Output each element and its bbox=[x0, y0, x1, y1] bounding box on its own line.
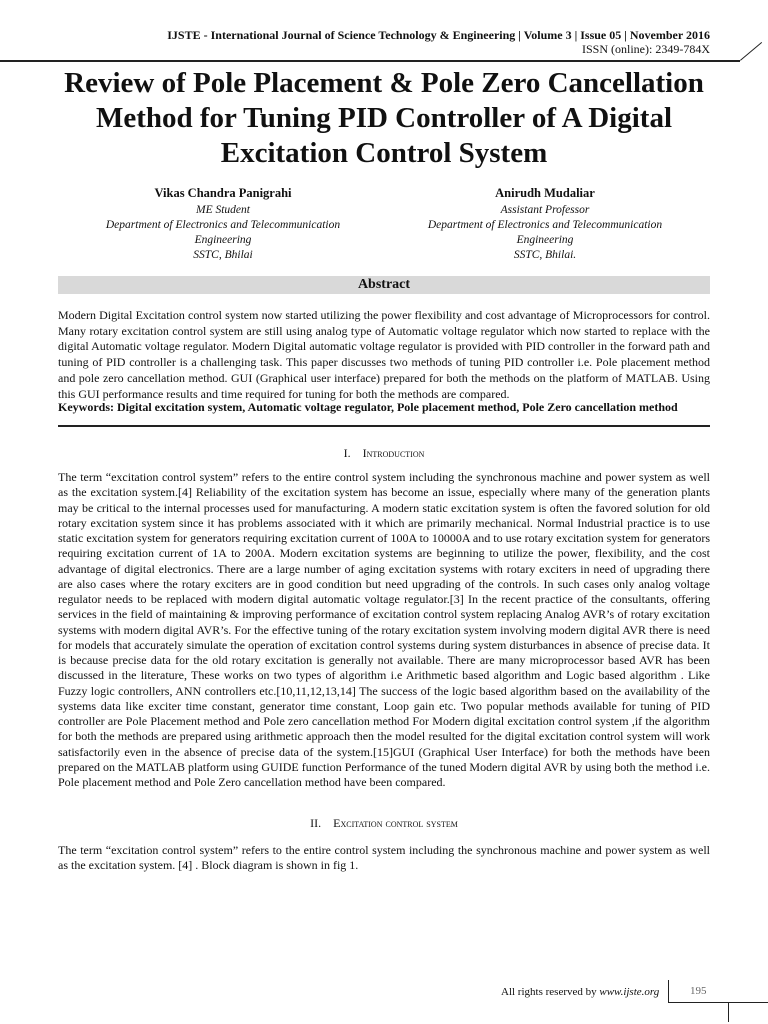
section-body-1: The term “excitation control system” refers to the entire control system including the synchronous machine and power system as well as the excitation system.[4] Reliability of the excitation system has become an issue, especially where many of the generation plants may be critical to the internal processes used for manufacturing. A modern static excitation system is often the favored solution for old rotary excitation system since it has problems associated with it which are primarily mechanical. Normal Industrial practice is to use static excitation system for generators requiring excitation current of 100A to 10000A and to use rotary excitation system for generators requiring excitation current of 1A to 200A. Modern excitation systems are beginning to utilize the power, flexibility, and the cost advantage of digital electronics. There are a large number of aging excitation systems with rotary exciters in need of upgrading there are also cases where the rotary exciters are in good condition but need upgrading of the controls. In such cases only analog voltage regulator needs to be replaced with modern digital automatic voltage regulator.[3] In the recent practice of the consultants, offering services in the field of maintaining & improving performance of excitation control system replacing Analog AVR’s of rotary excitation systems with modern digital AVR’s. For the effective tuning of the rotary excitation system involving modern digital AVR there is need for models that accurately simulate the operation of excitation control systems during system disturbances in absence of precise data. It is because precise data for the old rotary excitation is generally not available. There are many microprocessor based AVR has been discussed in the literature, These works on two types of algorithm i.e Arithmetic based algorithm and Logic based algorithm . Like Fuzzy logic controllers, ANN controllers etc.[10,11,12,13,14] The success of the logic based algorithm based on the availability of the systems data like exciter time constant, generator time constant, Loop gain etc. Two popular methods available for tuning of PID controller are Pole Placement method and Pole zero cancellation method For Modern digital excitation control system ,if the algorithm for both the methods are prepared using arithmetic approach then the model resulted for the digital excitation control system will work satisfactorily even in the absence of precise data of the system.[15]GUI (Graphical User Interface) for both the methods have been prepared on the MATLAB platform using GUIDE function Performance of the tuned Modern digital AVR by using both the method i.e. Pole placement method and Pole Zero cancellation method have been compared. bbox=[58, 470, 710, 789]
author-dept: Department of Electronics and Telecommunication bbox=[427, 219, 663, 231]
footer-rule-tail bbox=[728, 1002, 729, 1022]
author-name: Anirudh Mudaliar bbox=[495, 186, 595, 200]
abstract-rule bbox=[58, 425, 710, 427]
author-dept-cont: Engineering bbox=[516, 234, 574, 246]
section-title: Introduction bbox=[362, 446, 425, 460]
abstract-text: Modern Digital Excitation control system now started utilizing the power flexibility and cost advantage of Microprocessors for control. Many rotary excitation control system are still using analog type of Automatic voltage regulator which now started to replace with the digital Automatic voltage regulator. Modern Digital automatic voltage regulator is provided with PID controller in the forward path and tuning of PID controller is a challenging task. This paper discusses two methods of tuning PID controller i.e. Pole placement method and pole zero cancellation method. GUI (Graphical user interface) prepared for both the methods on the platform of MATLAB. Using this GUI performance results and time required for tuning for both the methods are compared. bbox=[58, 308, 710, 401]
author-institution: SSTC, Bhilai. bbox=[513, 249, 577, 261]
issn-label: ISSN (online): 2349-784X bbox=[582, 42, 710, 56]
section-body-2: The term “excitation control system” refers to the entire control system including the synchronous machine and power system as well as the excitation system. [4] . Block diagram is shown in fig 1. bbox=[58, 843, 710, 873]
section-title: Excitation control system bbox=[333, 816, 458, 830]
footer-divider bbox=[668, 980, 669, 1002]
footer-rule bbox=[668, 1002, 768, 1003]
section-number: I. bbox=[343, 446, 351, 460]
keywords: Keywords: Digital excitation system, Automatic voltage regulator, Pole placement method, Pole Zero cancellation method bbox=[58, 400, 678, 414]
header-rule bbox=[0, 60, 740, 62]
paper-title: Review of Pole Placement & Pole Zero Cancellation Method for Tuning PID Controller of A Digital Excitation Control System bbox=[64, 67, 704, 169]
author-dept: Department of Electronics and Telecommunication bbox=[105, 219, 341, 231]
page-number: 195 bbox=[690, 985, 707, 997]
author-dept-cont: Engineering bbox=[194, 234, 252, 246]
section-heading-1 bbox=[58, 446, 710, 461]
journal-header: IJSTE - International Journal of Science Technology & Engineering | Volume 3 | Issue 05 | November 2016 bbox=[167, 28, 710, 42]
site-link[interactable]: www.ijste.org bbox=[599, 986, 660, 998]
author-1 bbox=[78, 186, 368, 263]
abstract-heading: Abstract bbox=[58, 276, 710, 294]
author-name: Vikas Chandra Panigrahi bbox=[154, 186, 292, 200]
footer-rights bbox=[501, 986, 659, 998]
author-role: ME Student bbox=[196, 204, 250, 216]
author-2 bbox=[400, 186, 690, 263]
author-role: Assistant Professor bbox=[500, 204, 590, 216]
author-institution: SSTC, Bhilai bbox=[193, 249, 253, 261]
header-rule-tail bbox=[740, 42, 762, 61]
section-heading-2 bbox=[58, 816, 710, 831]
rights-label: All rights reserved by bbox=[501, 986, 597, 998]
section-number: II. bbox=[310, 816, 322, 830]
